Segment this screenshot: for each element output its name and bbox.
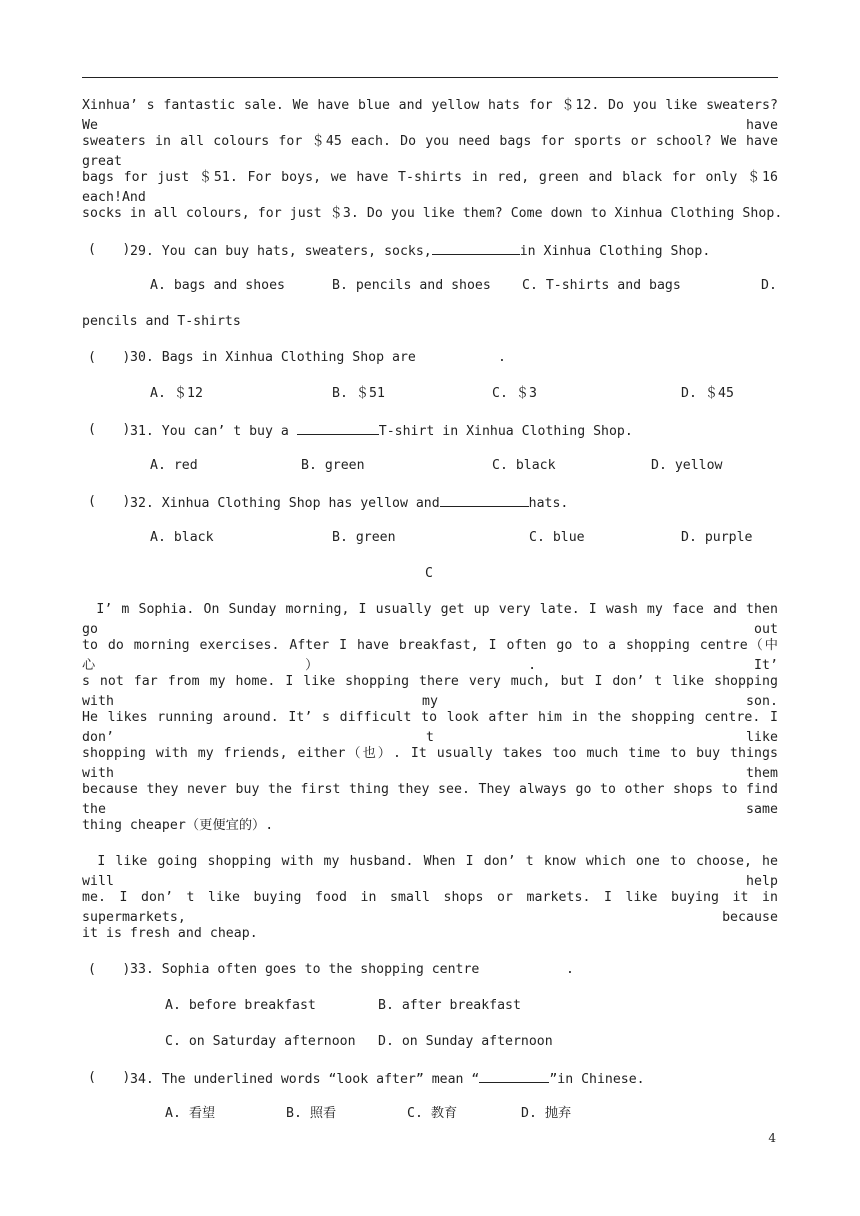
- passage-line: I’ m Sophia. On Sunday morning, I usually get up very late. I wash my face and then go out: [82, 602, 778, 637]
- section-heading: C: [425, 566, 433, 581]
- passage-line: me. I don’ t like buying food in small shops or markets. I like buying it in supermarkets, because: [82, 890, 778, 925]
- question-stem: 32. Xinhua Clothing Shop has yellow and: [130, 496, 440, 511]
- question-stem: 29. You can buy hats, sweaters, socks,: [130, 244, 432, 259]
- option-c: C. T-shirts and bags: [522, 278, 681, 293]
- option-a: A. black: [150, 530, 214, 545]
- header-rule: [82, 77, 778, 78]
- passage-line: s not far from my home. I like shopping there very much, but I don’ t like shopping with my son.: [82, 674, 778, 709]
- answer-paren: ( ): [88, 962, 131, 977]
- passage-line: He likes running around. It’ s difficult to look after him in the shopping centre. I don’ t like: [82, 710, 778, 745]
- option-a: A. before breakfast: [165, 998, 316, 1013]
- answer-blank: [297, 420, 379, 435]
- option-d: D. purple: [681, 530, 753, 545]
- answer-paren: ( ): [88, 242, 131, 257]
- option-a: A. bags and shoes: [150, 278, 285, 293]
- passage-line: Xinhua’ s fantastic sale. We have blue and yellow hats for ＄12. Do you like sweaters? We have: [82, 98, 778, 133]
- passage-line: to do morning exercises. After I have breakfast, I often go to a shopping centre（中心）. It’: [82, 638, 778, 673]
- question-31: [130, 420, 633, 442]
- question-end: .: [498, 350, 506, 365]
- option-b: B. green: [332, 530, 396, 545]
- option-d: D. yellow: [651, 458, 723, 473]
- option-c: C. 教育: [407, 1106, 458, 1121]
- passage-line: socks in all colours, for just ＄3. Do you like them? Come down to Xinhua Clothing Shop.: [82, 206, 783, 221]
- answer-paren: ( ): [88, 1070, 131, 1085]
- answer-blank: [479, 1068, 549, 1083]
- passage-line: I like going shopping with my husband. When I don’ t know which one to choose, he will help: [82, 854, 778, 889]
- option-d: D. on Sunday afternoon: [378, 1034, 553, 1049]
- answer-paren: ( ): [88, 422, 131, 437]
- option-b: B. ＄51: [332, 386, 385, 401]
- question-stem: 30. Bags in Xinhua Clothing Shop are: [130, 350, 416, 365]
- question-stem: 33. Sophia often goes to the shopping centre: [130, 962, 480, 977]
- option-b: B. after breakfast: [378, 998, 521, 1013]
- option-d: D. ＄45: [681, 386, 734, 401]
- option-a: A. red: [150, 458, 198, 473]
- passage-line: shopping with my friends, either（也）. It usually takes too much time to buy things with them: [82, 746, 778, 781]
- passage-line: sweaters in all colours for ＄45 each. Do you need bags for sports or school? We have great: [82, 134, 778, 169]
- option-d-text: pencils and T-shirts: [82, 314, 241, 329]
- passage-line: thing cheaper（更便宜的）.: [82, 818, 274, 833]
- option-a: A. 看望: [165, 1106, 216, 1121]
- question-stem: hats.: [528, 496, 569, 511]
- answer-blank: [432, 240, 520, 255]
- passage-line: it is fresh and cheap.: [82, 926, 258, 941]
- option-c: C. blue: [529, 530, 585, 545]
- question-32: [130, 492, 568, 514]
- answer-paren: ( ): [88, 350, 131, 365]
- option-b: B. 照看: [286, 1106, 337, 1121]
- option-c: C. black: [492, 458, 556, 473]
- answer-blank: [440, 492, 529, 507]
- question-stem: 34. The underlined words “look after” mean “: [130, 1072, 480, 1087]
- question-stem: T-shirt in Xinhua Clothing Shop.: [378, 424, 633, 439]
- option-d-label: D.: [761, 278, 777, 293]
- page-number: 4: [768, 1131, 776, 1145]
- option-c: C. on Saturday afternoon: [165, 1034, 356, 1049]
- passage-line: bags for just ＄51. For boys, we have T-shirts in red, green and black for only ＄16 each!And: [82, 170, 778, 205]
- answer-paren: ( ): [88, 494, 131, 509]
- question-stem: 31. You can’ t buy a: [130, 424, 289, 439]
- option-c: C. ＄3: [492, 386, 537, 401]
- option-b: B. pencils and shoes: [332, 278, 491, 293]
- question-stem: ”in Chinese.: [549, 1072, 645, 1087]
- question-end: .: [566, 962, 574, 977]
- option-d: D. 抛弃: [521, 1106, 572, 1121]
- question-stem: in Xinhua Clothing Shop.: [519, 244, 711, 259]
- question-29: [130, 240, 710, 262]
- question-34: [130, 1068, 645, 1090]
- passage-line: because they never buy the first thing they see. They always go to other shops to find the same: [82, 782, 778, 817]
- option-a: A. ＄12: [150, 386, 203, 401]
- option-b: B. green: [301, 458, 365, 473]
